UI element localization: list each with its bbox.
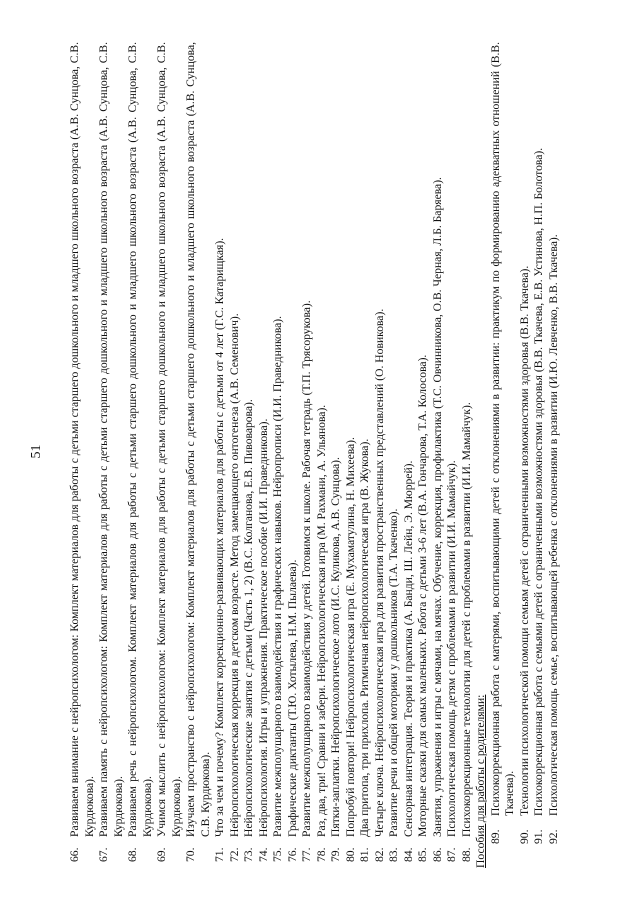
list-item (213, 42, 228, 862)
reference-list (68, 42, 561, 868)
item-text: Учимся мыслить с нейропсихологом: Комплект материалов для работы с детьми старшего дошкольного и младшего школьного возраста (А.В. Сунцова, С.В. Курдюкова). (155, 42, 183, 837)
item-text: Психокоррекционная работа с матерями, воспитывающими детей с отклонениями в развитии: практикум по формированию адекватных отношений (В.В. Ткачева). (488, 42, 516, 816)
item-text: Нейропсихологические занятия с детьми (Часть 1, 2) (В.С. Колганова, Е.В. Пивоварова). (242, 399, 255, 837)
item-number: 85. (416, 847, 429, 862)
list-item (228, 42, 243, 862)
item-number: 75. (271, 847, 284, 862)
item-text: Пятки-заплатки. Нейропсихологическое лото (И.С. Куликова, А.В. Сунцова). (329, 457, 342, 837)
item-text: Занятия, упражнения и игры с мячами, на мячах. Обучение, коррекция, профилактика (Т.С. Овчинникова, О.В. Черная, Л.Б. Баряева). (430, 177, 444, 837)
item-number: 82. (372, 847, 386, 862)
item-text: Развитие межполушарного взаимодействия и графических навыков. Нейропрописи (И.И. Праведникова). (271, 315, 284, 837)
list-item (460, 42, 475, 862)
item-text: Сенсорная интеграция. Теория и практика (А. Банди, Ш. Лейн, Э. Мюррей). (401, 460, 415, 837)
item-number: 77. (300, 847, 313, 862)
item-number: 70. (184, 847, 197, 862)
item-number: 72. (227, 847, 241, 862)
item-text: Раз, два, три! Сравни и забери. Нейропсихологическая игра (М. Рахмани, А. Ульянова). (314, 404, 328, 837)
item-number: 80. (343, 847, 357, 862)
list-item (416, 42, 431, 862)
parents-list (489, 42, 562, 862)
item-text: Что за чем и почему? Комплект коррекционно-развивающих материалов для работы с детьми от 4 лет (Г.С. Катарищкая). (213, 237, 226, 837)
list-item (489, 42, 518, 862)
item-text: Развитие речи и общей моторики у дошкольников (Т.А. Ткаченко). (387, 508, 400, 837)
item-number: 89. (488, 829, 502, 844)
item-text: Развиваем речь с нейропсихологом. Комплект материалов для работы с детьми старшего дошкольного и младшего школьного возраста (А.В. Сунцова, С.В. Курдюкова). (126, 42, 154, 837)
item-number: 68. (126, 847, 139, 862)
item-text: Психокоррекционные технологии для детей с проблемами в развитии (И.И. Мамайчук). (459, 402, 473, 837)
item-text: Графические диктанты (Т.Ю. Хотылева, Н.М. Пылаева). (285, 559, 299, 837)
list-item (387, 42, 402, 862)
list-item (126, 42, 155, 862)
item-text: Психологическая помощь детям с проблемами в развитии (И.И. Мамайчук). (445, 460, 458, 837)
item-text: Попробуй повтори! Нейропсихологическая игра (Е. Мухаматулина, Н. Михеева). (343, 437, 357, 837)
item-text: Нейропсихологическая коррекция в детском возрасте. Метод замещающего онтогенеза (А.В. Семенович). (227, 313, 241, 837)
item-text: Четыре ключа. Нейропсихологическая игра для развития пространственных представлений (О. Новикова). (372, 308, 386, 837)
list-item (445, 42, 460, 862)
item-number: 76. (285, 847, 299, 862)
item-text: Нейропсихология. Игры и упражнения. Практическое пособие (И.И. Праведникова). (256, 418, 270, 837)
list-item (97, 42, 126, 862)
item-text: Технологии психологической помощи семьям детей с ограниченными возможностями здоровья (В.В. Ткачева). (517, 265, 531, 816)
item-number: 87. (445, 847, 458, 862)
item-text: Психокоррекционная работа с семьями детей с ограниченными возможностями здоровья (В.В. Ткачева, Е.В. Устинова, Н.П. Болотова). (532, 147, 545, 816)
item-text: Развиваем память с нейропсихологом: Комплект материалов для работы с детьми старшего дошкольного и младшего школьного возраста (А.В. Сунцова, С.В. Курдюкова). (97, 42, 125, 837)
page-number: 51 (29, 444, 44, 459)
item-number: 79. (329, 847, 342, 862)
item-number: 90. (517, 829, 531, 844)
item-number: 81. (358, 847, 371, 862)
list-item (532, 42, 547, 862)
item-number: 78. (314, 847, 328, 862)
list-item (518, 42, 533, 862)
list-item (431, 42, 446, 862)
item-text: Психологическая помощь семье, воспитывающей ребенка с отклонениями в развитии (И.Ю. Левченко, В.В. Ткачева). (546, 234, 560, 816)
list-item (358, 42, 373, 862)
item-number: 71. (213, 847, 226, 862)
item-number: 73. (242, 847, 255, 862)
list-item (344, 42, 359, 862)
item-number: 86. (430, 847, 444, 862)
list-item (286, 42, 301, 862)
item-text: Развиваем внимание с нейропсихологом: Комплект материалов для работы с детьми старшего дошкольного и младшего школьного возраста (А.В. Сунцова, С.В. Курдюкова). (68, 42, 96, 837)
list-item (300, 42, 315, 862)
list-item (257, 42, 272, 862)
item-number: 91. (532, 829, 545, 844)
item-text: Два притопа, три прихлопа. Ритмичная нейропсихологическая игра (В. Жукова). (358, 438, 371, 837)
item-number: 67. (97, 847, 110, 862)
list-item (373, 42, 388, 862)
item-number: 74. (256, 847, 270, 862)
list-item (155, 42, 184, 862)
item-number: 84. (401, 847, 415, 862)
list-item (68, 42, 97, 862)
item-number: 66. (68, 847, 81, 862)
item-text: Моторные сказки для самых маленьких. Работа с детьми 3-6 лет (В.А. Гончарова, Т.А. Колосова). (416, 354, 429, 837)
list-item (242, 42, 257, 862)
list-item (184, 42, 213, 862)
parents-section-heading: Пособия для работы с родителями: (474, 694, 487, 868)
item-number: 92. (546, 829, 560, 844)
item-number: 88. (459, 847, 473, 862)
item-number: 69. (155, 847, 168, 862)
list-item (329, 42, 344, 862)
list-item (547, 42, 562, 862)
item-number: 83. (387, 847, 400, 862)
item-text: Изучаем пространство с нейропсихологом: Комплект материалов для работы с детьми старшего дошкольного и младшего школьного возраста (А.В. Сунцова, С.В. Курдюкова). (184, 42, 212, 837)
item-text: Развитие межполушарного взаимодействия у детей. Готовимся к школе. Рабочая тетрадь (Т.П. Трясорукова). (300, 300, 313, 837)
list-item (402, 42, 417, 862)
list-item (315, 42, 330, 862)
list-item (271, 42, 286, 862)
